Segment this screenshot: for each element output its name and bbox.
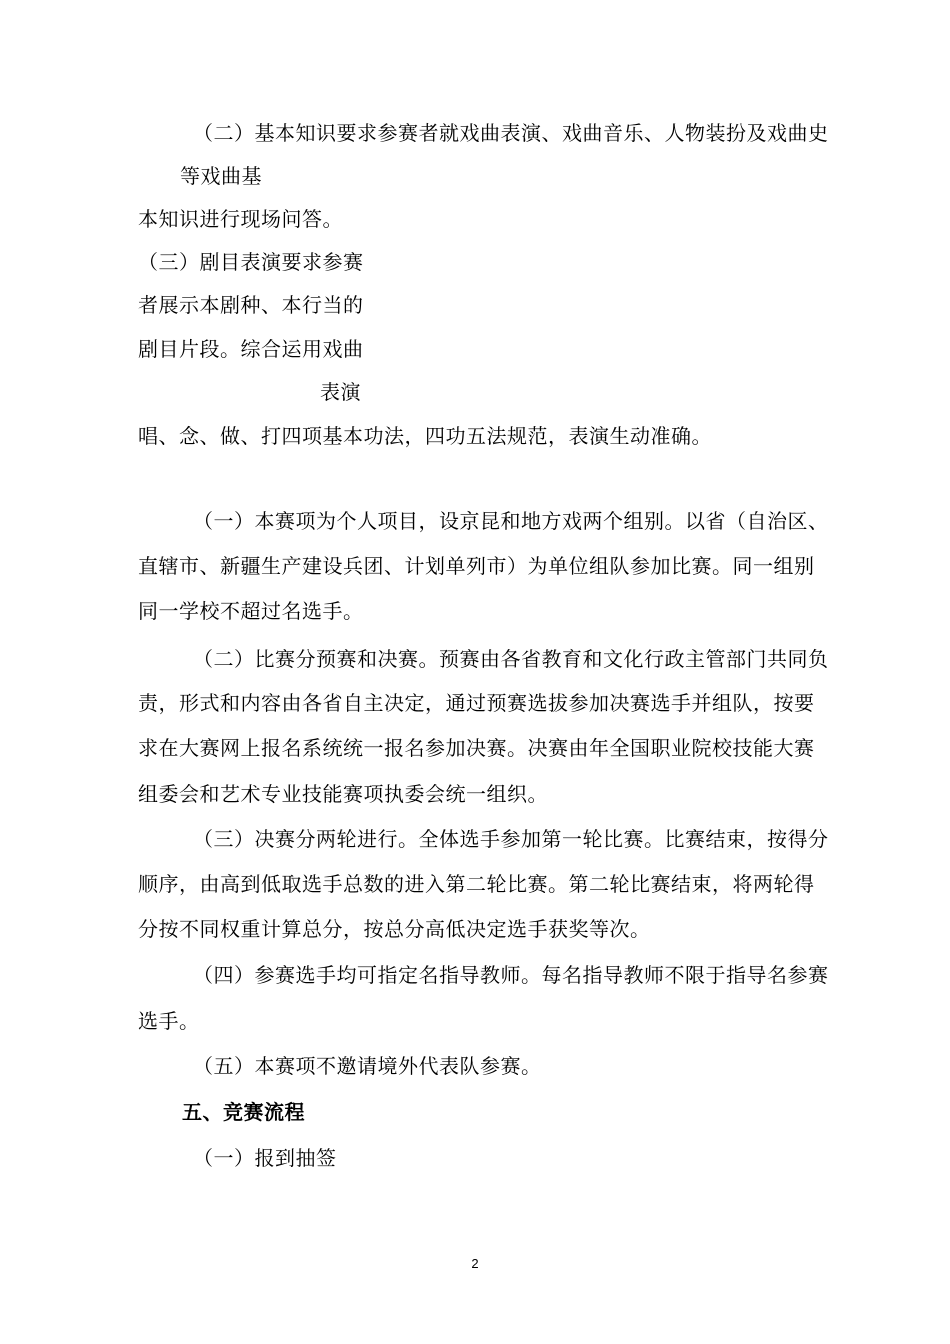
text-line: （四）参赛选手均可指定名指导教师。每名指导教师不限于指导名参赛 (193, 963, 829, 987)
text-line: 等戏曲基 (180, 164, 262, 188)
subsection-heading: （一）报到抽签 (193, 1146, 337, 1170)
text-line: 组委会和艺术专业技能赛项执委会统一组织。 (138, 782, 548, 806)
text-line: 者展示本剧种、本行当的 (138, 293, 364, 317)
section-heading: 五、竞赛流程 (182, 1100, 305, 1124)
text-line: 选手。 (138, 1009, 200, 1033)
text-line: （五）本赛项不邀请境外代表队参赛。 (193, 1054, 542, 1078)
text-line: 顺序，由高到低取选手总数的进入第二轮比赛。第二轮比赛结束，将两轮得 (138, 872, 815, 896)
text-line: （二）比赛分预赛和决赛。预赛由各省教育和文化行政主管部门共同负 (193, 647, 829, 671)
text-line: （三）决赛分两轮进行。全体选手参加第一轮比赛。比赛结束，按得分 (193, 827, 829, 851)
page-number: 2 (471, 1256, 479, 1271)
text-line: 求在大赛网上报名系统统一报名参加决赛。决赛由年全国职业院校技能大赛 (138, 736, 815, 760)
text-line: 唱、念、做、打四项基本功法，四功五法规范，表演生动准确。 (138, 424, 712, 448)
text-line: （一）本赛项为个人项目，设京昆和地方戏两个组别。以省（自治区、 (193, 509, 829, 533)
text-line: （三）剧目表演要求参赛 (138, 250, 364, 274)
text-line: 本知识进行现场问答。 (138, 207, 343, 231)
text-line: 分按不同权重计算总分，按总分高低决定选手获奖等次。 (138, 917, 651, 941)
text-line: （二）基本知识要求参赛者就戏曲表演、戏曲音乐、人物装扮及戏曲史 (193, 121, 829, 145)
text-line: 同一学校不超过名选手。 (138, 599, 364, 623)
text-line: 责，形式和内容由各省自主决定，通过预赛选拔参加决赛选手并组队，按要 (138, 691, 815, 715)
text-line: 直辖市、新疆生产建设兵团、计划单列市）为单位组队参加比赛。同一组别 (138, 554, 815, 578)
text-line: 剧目片段。综合运用戏曲 (138, 337, 364, 361)
text-line: 表演 (320, 380, 361, 404)
